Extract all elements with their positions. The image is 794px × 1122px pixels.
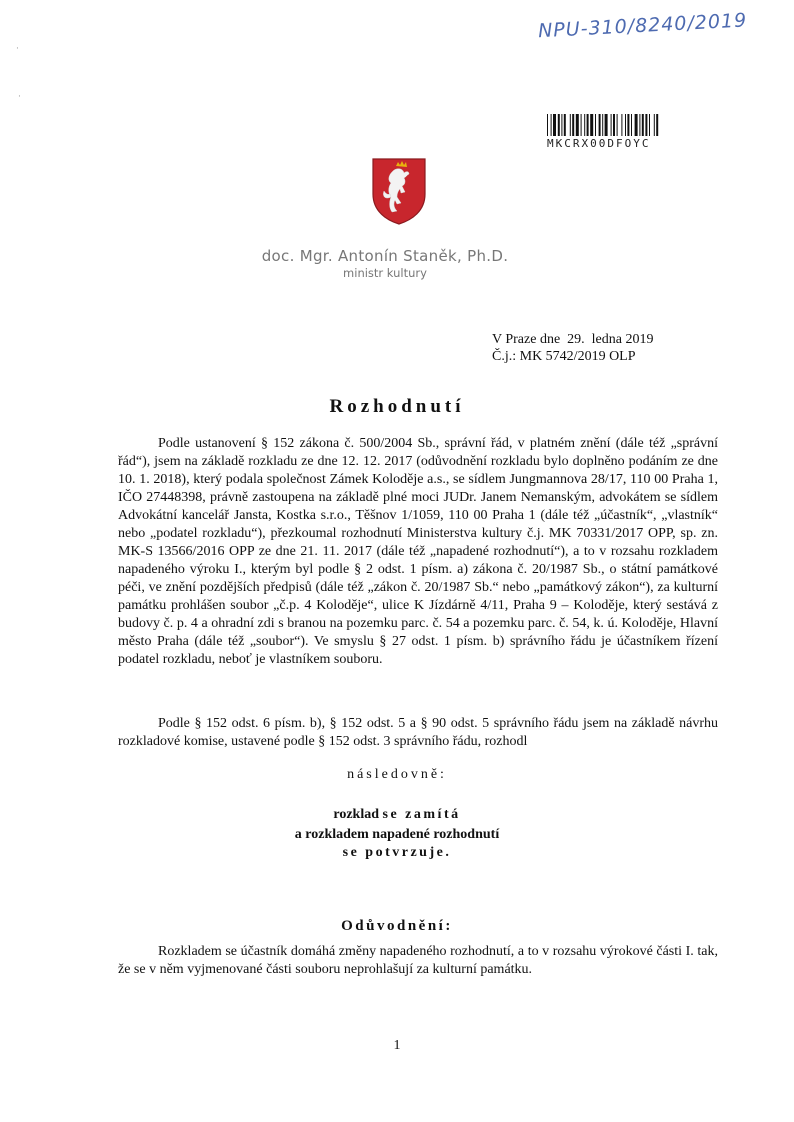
barcode-bar bbox=[561, 114, 562, 136]
page-number: 1 bbox=[393, 1038, 401, 1053]
barcode-icon bbox=[547, 114, 691, 136]
handwritten-reference: NPU-310/8240/2019 bbox=[537, 9, 748, 43]
barcode-bar bbox=[605, 114, 608, 136]
barcode-bar bbox=[642, 114, 644, 136]
barcode-bar bbox=[645, 114, 647, 136]
barcode-bar bbox=[611, 114, 612, 136]
author-role: ministr kultury bbox=[343, 266, 427, 280]
barcode-bar bbox=[654, 114, 655, 136]
barcode-bar bbox=[621, 114, 622, 136]
paragraph-reasoning: Rozkladem se účastník domáhá změny napadeného rozhodnutí, a to v rozsahu výrokové části I. tak, že se v něm vyjmenované části souboru neprohlašují za kulturní památku. bbox=[118, 944, 718, 977]
barcode-bar bbox=[649, 114, 650, 136]
barcode-bar bbox=[590, 114, 593, 136]
czech-lion-emblem-icon bbox=[370, 156, 428, 226]
barcode-bar bbox=[547, 114, 548, 136]
barcode-bar bbox=[558, 114, 560, 136]
barcode-bar bbox=[656, 114, 658, 136]
paragraph-legal-basis: Podle ustanovení § 152 zákona č. 500/2004 Sb., správní řád, v platném znění (dále též „správní řád“), jsem na základě rozkladu ze dne 12. 12. 2017 (odůvodnění rozkladu bylo doplněno podáním ze dne 10. 1. 2018), který podala společnost Zámek Koloděje a.s., se sídlem Jungmannova 28/17, 110 00 Praha 1, IČO 27448398, právně zastoupena na základě plné moci JUDr. Janem Nemanským, advokátem se sídlem Advokátní kancelář Jansta, Kostka s.r.o., Těšnov 1/1059, 110 00 Praha 1 (dále též „účastník“, „vlastník“ nebo „podatel rozkladu“), přezkoumal rozhodnutí Ministerstva kultury č.j. MK 70331/2017 OPP, sp. zn. MK-S 13566/2016 OPP ze dne 21. 11. 2017 (dále též „napadené rozhodnutí“), a to v rozsahu rozkladem napadeného výroku I., kterým byl podle § 2 odst. 1 písm. a) zákona č. 20/1987 Sb., o státní památkové péči, ve znění pozdějších předpisů (dále též „zákon č. 20/1987 Sb.“ nebo „památkový zákon“), za kulturní památku prohlášen soubor „č.p. 4 Koloděje“, ulice K Jízdárně 4/11, Praha 9 – Koloděje, který sestává z budovy č. p. 4 a ohradní zdi s branou na pozemku parc. č. 54 a pozemku parc. č. 54, k. ú. Koloděje, Hlavní město Praha (dále též „soubor“). Ve smyslu § 27 odst. 1 písm. b) správního řádu je účastníkem řízení podatel rozkladu, neboť je vlastníkem souboru. bbox=[118, 436, 718, 667]
barcode-bar bbox=[587, 114, 589, 136]
barcode-bar bbox=[613, 114, 615, 136]
resolution-line-1 bbox=[0, 807, 794, 823]
barcode-text: MKCRX00DFOYC bbox=[547, 137, 651, 150]
scan-mark: · bbox=[18, 92, 21, 102]
barcode-bar bbox=[553, 114, 556, 136]
reference-number: Č.j.: MK 5742/2019 OLP bbox=[492, 349, 636, 364]
barcode-bar bbox=[595, 114, 596, 136]
barcode-bar bbox=[581, 114, 582, 136]
resolution-word-rozklad: rozklad bbox=[333, 807, 380, 822]
reasoning-heading: Odůvodnění: bbox=[341, 918, 453, 934]
paragraph-decision-basis: Podle § 152 odst. 6 písm. b), § 152 odst. 5 a § 90 odst. 5 správního řádu jsem na základě návrhu rozkladové komise, ustavené podle § 152 odst. 3 správního řádu, rozhodl bbox=[118, 716, 718, 749]
date-reference-block bbox=[492, 331, 653, 365]
barcode-bar bbox=[627, 114, 629, 136]
barcode-bar bbox=[599, 114, 601, 136]
barcode-bar bbox=[584, 114, 585, 136]
barcode-bar bbox=[602, 114, 603, 136]
nasledovne-heading: následovně: bbox=[347, 767, 447, 782]
barcode-bar bbox=[551, 114, 552, 136]
barcode-bar bbox=[625, 114, 626, 136]
resolution-word-zamita: se zamítá bbox=[382, 807, 461, 822]
barcode-bar bbox=[631, 114, 632, 136]
barcode-bar bbox=[564, 114, 566, 136]
minister-signature-block bbox=[220, 247, 550, 280]
date-line: V Praze dne 29. ledna 2019 bbox=[492, 332, 654, 347]
barcode-bar bbox=[639, 114, 640, 136]
barcode-bar bbox=[576, 114, 579, 136]
barcode-bar bbox=[572, 114, 574, 136]
scan-mark: · bbox=[16, 44, 19, 54]
resolution-line-2: a rozkladem napadené rozhodnutí bbox=[294, 827, 500, 842]
document-title: Rozhodnutí bbox=[329, 396, 465, 417]
resolution-line-3: se potvrzuje. bbox=[342, 845, 452, 860]
author-name: doc. Mgr. Antonín Staněk, Ph.D. bbox=[261, 247, 509, 265]
barcode-block bbox=[547, 114, 691, 150]
barcode-bar bbox=[617, 114, 618, 136]
barcode-bar bbox=[570, 114, 571, 136]
barcode-bar bbox=[635, 114, 638, 136]
